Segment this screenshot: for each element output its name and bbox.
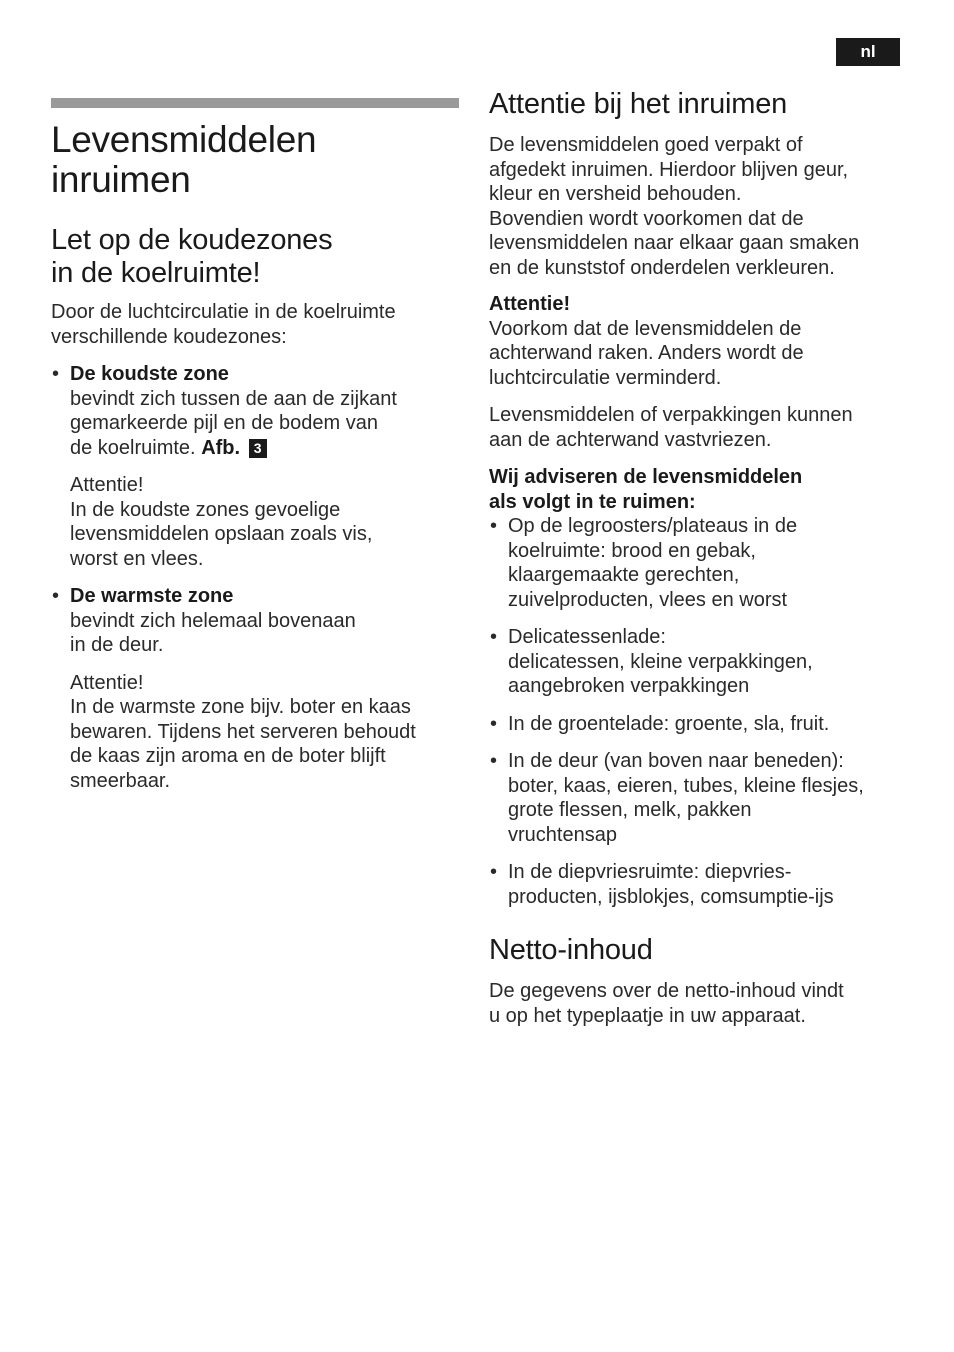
intro-paragraph <box>51 300 459 349</box>
warmest-zone-item <box>51 584 459 658</box>
text-line: en de kunststof onderdelen verkleuren. <box>489 256 835 279</box>
warmest-attention <box>51 671 459 794</box>
heading-line: Let op de koudezones <box>51 224 333 256</box>
text-line: De gegevens over de netto-inhoud vindt <box>489 980 844 1002</box>
text-line: in de deur. <box>70 634 164 656</box>
left-column <box>51 116 459 793</box>
net-content-paragraph <box>489 979 901 1028</box>
section-heading-coldzones <box>51 224 459 290</box>
text-line: aan de achterwand vastvriezen. <box>489 428 772 451</box>
text-line: boter, kaas, eieren, tubes, kleine flesjes, <box>508 774 864 797</box>
text-line: luchtcirculatie verminderd. <box>489 366 722 389</box>
list-item <box>489 625 901 699</box>
list-item <box>489 749 901 847</box>
storing-paragraph <box>489 133 901 280</box>
attention-paragraph <box>489 317 901 391</box>
list-item <box>489 514 901 612</box>
figure-number-badge: 3 <box>249 439 267 458</box>
text-line: vruchtensap <box>508 823 617 846</box>
text-line: als volgt in te ruimen: <box>489 490 696 513</box>
heading-line: in de koelruimte! <box>51 257 261 289</box>
text-line: bevindt zich tussen de aan de zijkant <box>70 387 397 410</box>
text-line: Voorkom dat de levensmiddelen de <box>489 317 802 340</box>
warmest-zone-label: • De warmste zone <box>70 585 234 607</box>
text-line: smeerbaar. <box>70 769 171 792</box>
attention-label: Attentie! <box>70 474 144 496</box>
text-line: zuivelproducten, vlees en worst <box>508 588 788 611</box>
attention-label: Attentie! <box>489 293 571 315</box>
coldest-zone-item <box>51 362 459 460</box>
section-heading-storing: Attentie bij het inruimen <box>489 88 788 120</box>
attention-label: Attentie! <box>70 671 144 694</box>
text-line: bewaren. Tijdens het serveren behoudt <box>70 720 416 743</box>
text-line: de koelruimte. <box>70 436 196 459</box>
figure-reference: Afb. <box>201 436 241 459</box>
text-line: achterwand raken. Anders wordt de <box>489 342 804 364</box>
text-line: grote flessen, melk, pakken <box>508 799 752 821</box>
right-column <box>489 88 901 1028</box>
text-line: klaargemaakte gerechten, <box>508 564 740 586</box>
text-line: bevindt zich helemaal bovenaan <box>70 609 356 632</box>
text-line: gemarkeerde pijl en de bodem van <box>70 412 378 434</box>
text-line: • Delicatessenlade: <box>508 626 666 648</box>
advice-heading <box>489 465 901 514</box>
section-rule <box>51 98 459 108</box>
language-badge: nl <box>836 38 900 66</box>
text-line: verschillende koudezones: <box>51 325 287 348</box>
page-title-line: inruimen <box>51 159 191 200</box>
page-title-line: Levensmiddelen <box>51 119 317 160</box>
text-line: Wij adviseren de levensmiddelen <box>489 466 803 488</box>
text-line: worst en vlees. <box>70 547 204 570</box>
text-line: koelruimte: brood en gebak, <box>508 539 756 562</box>
text-line: u op het typeplaatje in uw apparaat. <box>489 1004 806 1027</box>
list-item <box>489 860 901 909</box>
text-line: de kaas zijn aroma en de boter blijft <box>70 745 386 767</box>
text-line: aangebroken verpakkingen <box>508 675 750 697</box>
list-item <box>489 712 901 737</box>
text-line: • In de groentelade: groente, sla, fruit. <box>508 712 830 735</box>
text-line: • Op de legroosters/plateaus in de <box>508 515 798 537</box>
text-line: De levensmiddelen goed verpakt of <box>489 134 803 156</box>
section-heading-net-content: Netto-inhoud <box>489 934 653 966</box>
text-line: In de warmste zone bijv. boter en kaas <box>70 696 411 718</box>
text-line: afgedekt inruimen. Hierdoor blijven geur, <box>489 158 849 181</box>
text-line: delicatessen, kleine verpakkingen, <box>508 650 813 673</box>
text-line: In de koudste zones gevoelige <box>70 498 341 521</box>
text-line: Door de luchtcirculatie in de koelruimte <box>51 301 396 323</box>
freeze-warning-paragraph <box>489 403 901 452</box>
text-line: Levensmiddelen of verpakkingen kunnen <box>489 404 853 426</box>
text-line: Bovendien wordt voorkomen dat de <box>489 207 804 230</box>
text-line: levensmiddelen naar elkaar gaan smaken <box>489 232 860 254</box>
text-line: kleur en versheid behouden. <box>489 183 742 205</box>
text-line: producten, ijsblokjes, comsumptie-ijs <box>508 885 834 908</box>
page-title <box>51 120 459 200</box>
text-line: levensmiddelen opslaan zoals vis, <box>70 523 373 545</box>
text-line: • In de deur (van boven naar beneden): <box>508 750 844 772</box>
coldest-zone-label: • De koudste zone <box>70 363 229 385</box>
text-line: • In de diepvriesruimte: diepvries- <box>508 861 792 883</box>
coldest-attention <box>51 473 459 571</box>
